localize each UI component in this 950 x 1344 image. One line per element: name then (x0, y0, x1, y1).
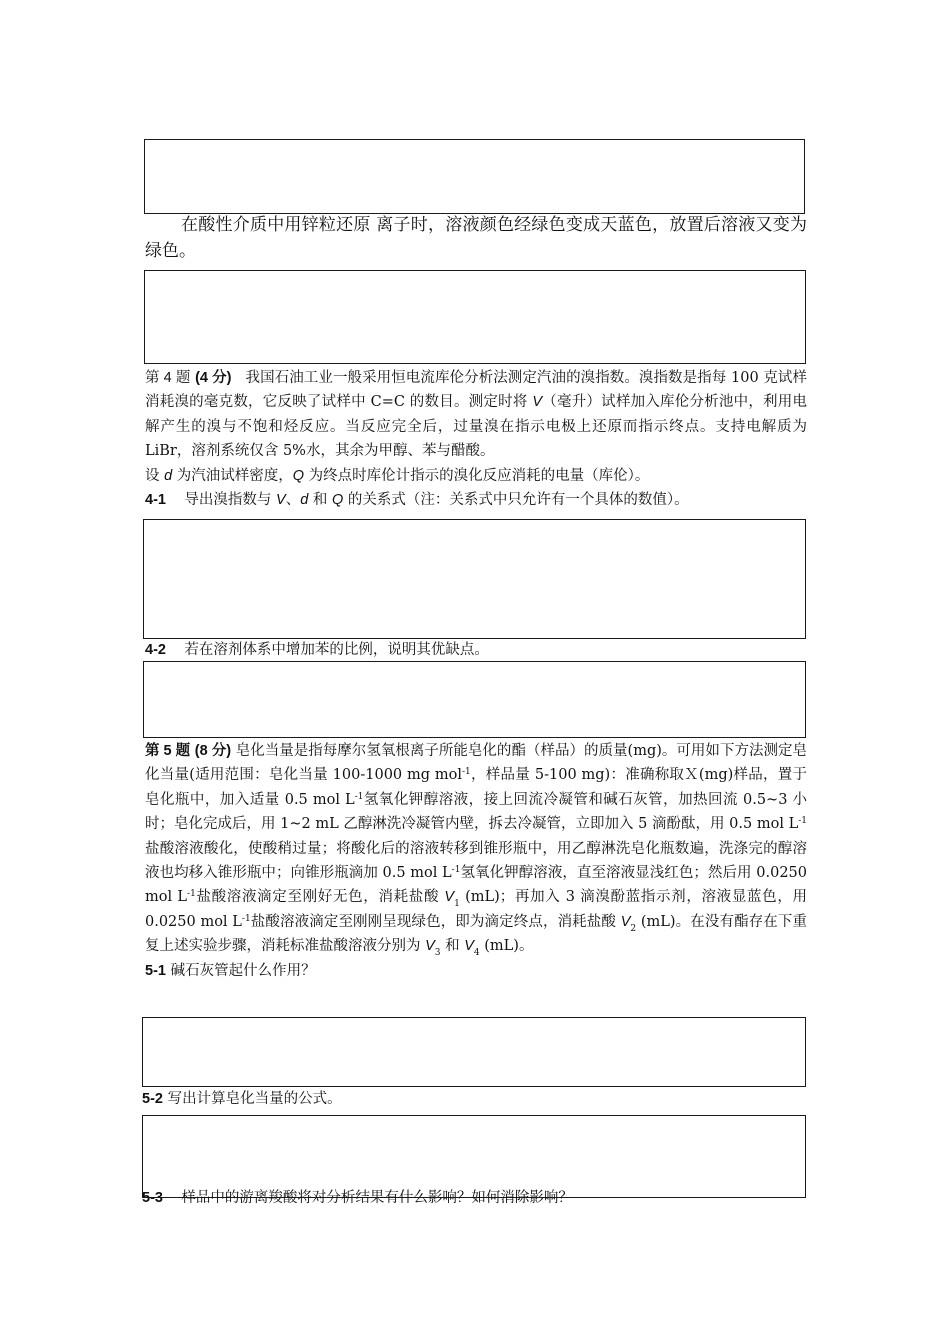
question-5-label: 第 5 题 (145, 743, 191, 759)
question-5-2: 5-2 写出计算皂化当量的公式。 (142, 1091, 342, 1107)
question-4-1-number: 4-1 (145, 492, 166, 509)
question-4: 第 4 题 (4 分) 我国石油工业一般采用恒电流库伦分析法测定汽油的溴指数。溴指数是指每 100 克试样消耗溴的毫克数，它反映了试样中 C=C 的数目。测定时将 V（毫升）试样加入库伦分析池中，利用电解产生的溴与不饱和烃反应。当反应完全后，过量溴在指示电极上还原而指示终点。支持电解质为 LiBr，溶剂系统仅含 5%水，其余为甲醇、苯与醋酸。 设 d 为汽油试样密度，Q 为终点时库伦计指示的溴化反应消耗的电量（库伦）。 4-1 导出溴指数与 V、d 和 Q 的关系式（注：关系式中只允许有一个具体的数值）。 (145, 370, 808, 509)
question-4-label: 第 4 题 (145, 370, 191, 386)
answer-box-5-1 (142, 1017, 806, 1087)
question-5-points: (8 分) (194, 743, 232, 759)
question-4-2-number: 4-2 (145, 642, 166, 658)
question-5: 第 5 题 (8 分) 皂化当量是指每摩尔氢氧根离子所能皂化的酯（样品）的质量(mg)。可用如下方法测定皂化当量(适用范围：皂化当量 100-1000 mg mol$^{-1}$，样品量 5-100 mg)：准确称取Ｘ(mg)样品，置于皂化瓶中，加入适量 0.5 mol $L^{-1}$氢氧化钾醇溶液，接上回流冷凝管和碱石灰管，加热回流 0.5~3 小时；皂化完成后，用 1~2 mL 乙醇淋洗冷凝管内壁，拆去冷凝管，立即加入 5 滴酚酞，用 0.5 mol $L^{-1}$盐酸溶液酸化，使酸稍过量；将酸化后的溶液转移到锥形瓶中，用乙醇淋洗皂化瓶数遍，洗涤完的醇溶液也均移入锥形瓶中；向锥形瓶滴加 0.5 mol $L^{-1}$氢氧化钾醇溶液，直至溶液显浅红色；然后用 0.0250 mol $L^{-1}$盐酸溶液滴定至刚好无色，消耗盐酸 $V_1$ (mL)；再加入 3 滴溴酚蓝指示剂，溶液显蓝色，用 0.0250 mol $L^{-1}$盐酸溶液滴定至刚刚呈现绿色，即为滴定终点，消耗盐酸 $V_2$ (mL)。在没有酯存在下重复上述实验步骤，消耗标准盐酸溶液分别为 $V_3$ 和 $V_4$ (mL)。 5-1 碱石灰管起什么作用？ (145, 743, 808, 979)
question-5-3-number: 5-3 (142, 1190, 163, 1206)
answer-box-4-1 (143, 519, 806, 639)
question-5-2-number: 5-2 (142, 1091, 163, 1107)
question-4-points: (4 分) (195, 370, 232, 386)
question-5-3: 5-3 样品中的游离羧酸将对分析结果有什么影响？如何消除影响？ (142, 1190, 573, 1206)
answer-box-2 (144, 270, 806, 364)
answer-box-4-2 (143, 661, 806, 738)
paragraph-zinc-reduction: 在酸性介质中用锌粒还原 离子时，溶液颜色经绿色变成天蓝色，放置后溶液又变为绿色。 (145, 215, 807, 261)
answer-box-1 (144, 139, 805, 214)
question-5-1-number: 5-1 (145, 962, 166, 979)
question-4-2: 4-2 若在溶剂体系中增加苯的比例，说明其优缺点。 (145, 642, 489, 658)
